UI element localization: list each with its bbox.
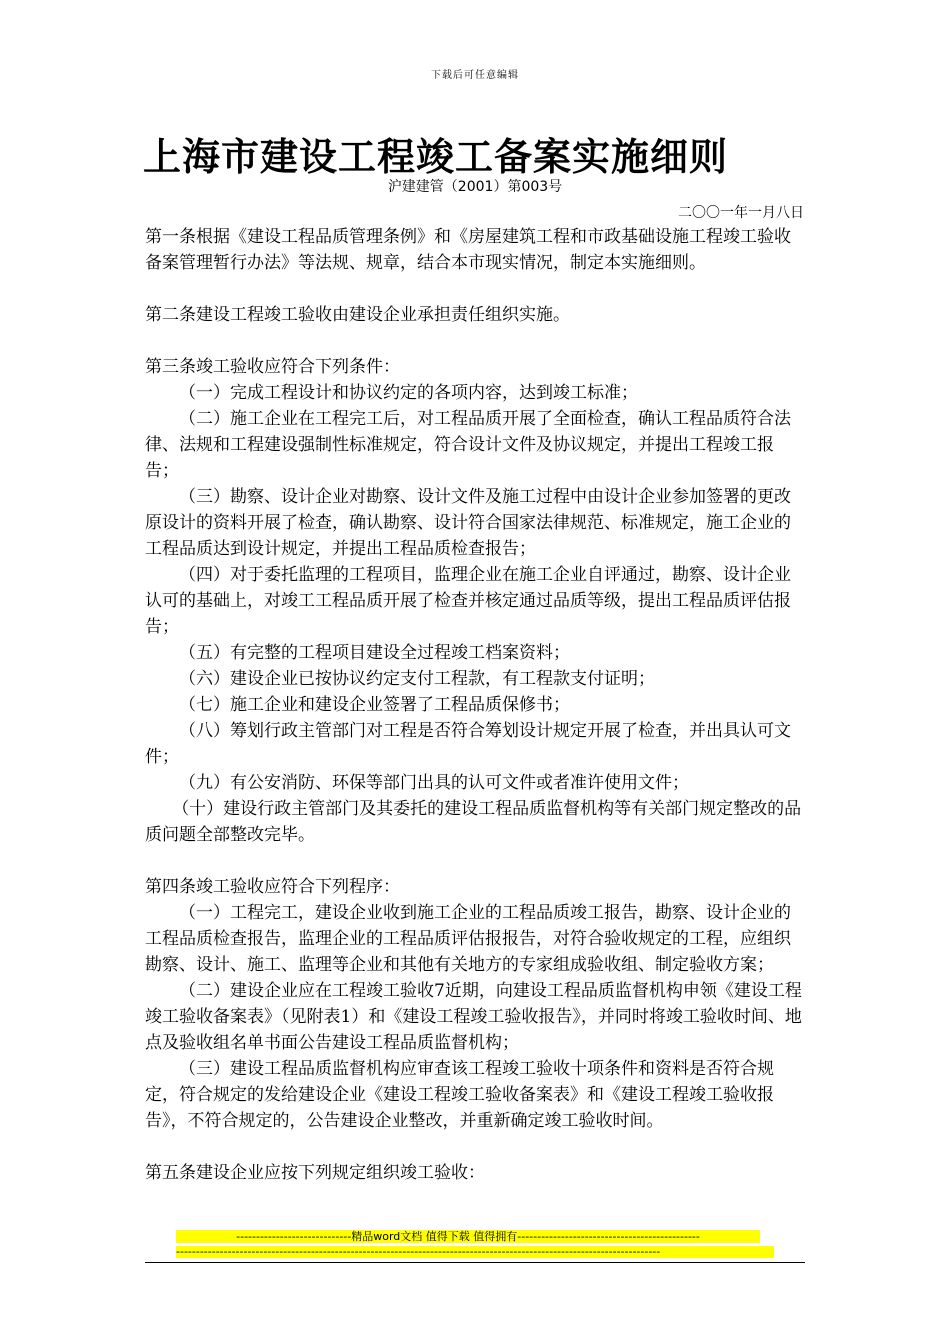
footer-divider <box>145 1262 805 1263</box>
article-3-item-3: （三）勘察、设计企业对勘察、设计文件及施工过程中由设计企业参加签署的更改原设计的资料开展了检查，确认勘察、设计符合国家法律规范、标准规定，施工企业的工程品质达到设计规定，并提出工程品质检查报告； <box>145 487 791 559</box>
footer-dashes: -------------------------------------------------------------------------------------------------------------------------- <box>176 1246 774 1258</box>
article-3-item-7: （七）施工企业和建设企业签署了工程品质保修书； <box>179 695 570 715</box>
article-1: 第一条根据《建设工程品质管理条例》和《房屋建筑工程和市政基础设施工程竣工验收备案管理暂行办法》等法规、规章，结合本市现实情况，制定本实施细则。 <box>145 227 791 273</box>
article-3-item-8: （八）筹划行政主管部门对工程是否符合筹划设计规定开展了检查，并出具认可文件； <box>145 721 791 767</box>
issue-date: 二〇〇一年一月八日 <box>678 205 804 221</box>
header-note: 下载后可任意编辑 <box>431 70 519 81</box>
article-3-item-9: （九）有公安消防、环保等部门出具的认可文件或者准许使用文件； <box>179 773 689 793</box>
article-4: 第四条竣工验收应符合下列程序： <box>145 877 400 897</box>
article-2: 第二条建设工程竣工验收由建设企业承担责任组织实施。 <box>145 305 570 325</box>
article-3-item-2: （二）施工企业在工程完工后，对工程品质开展了全面检查，确认工程品质符合法律、法规和工程建设强制性标准规定，符合设计文件及协议规定，并提出工程竣工报告； <box>145 409 791 481</box>
footer-banner: -----------------------------精品word文档 值得下载 值得拥有---------------------------------------------- <box>176 1230 760 1243</box>
page-title: 上海市建设工程竣工备案实施细则 <box>143 135 729 179</box>
article-3-item-5: （五）有完整的工程项目建设全过程竣工档案资料； <box>179 643 570 663</box>
article-5: 第五条建设企业应按下列规定组织竣工验收： <box>145 1163 485 1183</box>
document-number: 沪建建管（2001）第003号 <box>387 179 563 195</box>
article-4-item-1: （一）工程完工，建设企业收到施工企业的工程品质竣工报告，勘察、设计企业的工程品质检查报告，监理企业的工程品质评估报报告，对符合验收规定的工程，应组织勘察、设计、施工、监理等企业和其他有关地方的专家组成验收组、制定验收方案； <box>145 903 791 975</box>
article-3: 第三条竣工验收应符合下列条件： <box>145 357 400 377</box>
article-3-item-4: （四）对于委托监理的工程项目，监理企业在施工企业自评通过，勘察、设计企业认可的基础上，对竣工工程品质开展了检查并核定通过品质等级，提出工程品质评估报告； <box>145 565 791 637</box>
article-3-item-10: （十）建设行政主管部门及其委托的建设工程品质监督机构等有关部门规定整改的品质问题全部整改完毕。 <box>145 799 802 845</box>
document-body <box>145 224 805 1186</box>
article-3-item-1: （一）完成工程设计和协议约定的各项内容，达到竣工标准； <box>179 383 638 403</box>
article-3-item-6: （六）建设企业已按协议约定支付工程款，有工程款支付证明； <box>179 669 655 689</box>
article-4-item-2: （二）建设企业应在工程竣工验收7近期，向建设工程品质监督机构申领《建设工程竣工验收备案表》（见附表1）和《建设工程竣工验收报告》，并同时将竣工验收时间、地点及验收组名单书面公告建设工程品质监督机构； <box>145 981 802 1053</box>
article-4-item-3: （三）建设工程品质监督机构应审查该工程竣工验收十项条件和资料是否符合规定，符合规定的发给建设企业《建设工程竣工验收备案表》和《建设工程竣工验收报告》，不符合规定的，公告建设企业整改，并重新确定竣工验收时间。 <box>145 1059 774 1131</box>
